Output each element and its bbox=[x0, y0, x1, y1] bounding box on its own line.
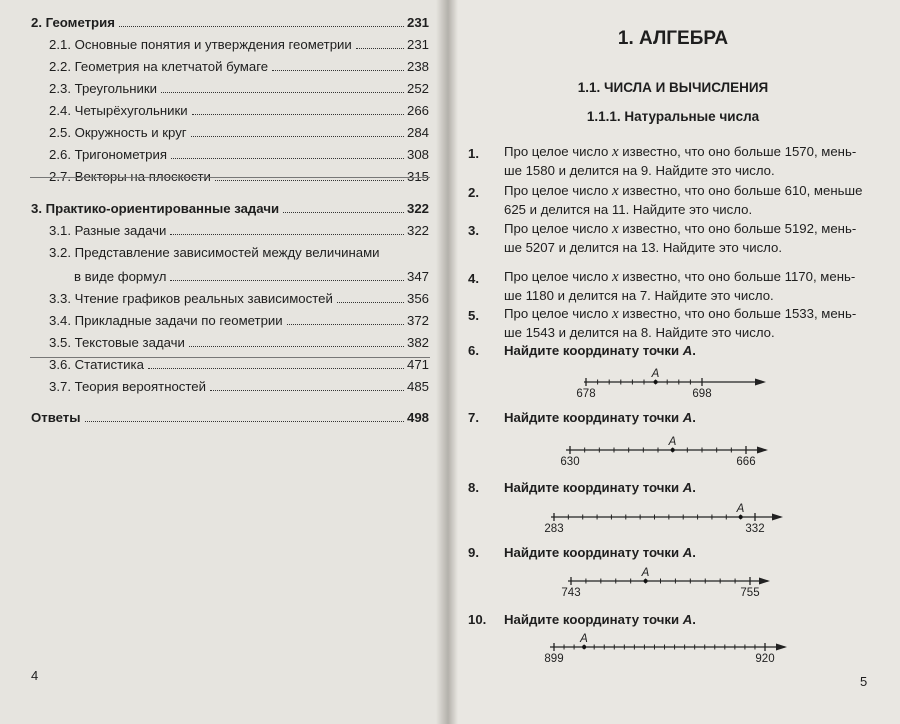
toc-entry bbox=[0, 356, 446, 374]
problem-text-line: Найдите координату точки A. bbox=[504, 410, 696, 425]
arrow-icon bbox=[757, 447, 768, 454]
toc-entry-page: 382 bbox=[406, 335, 429, 350]
problem-number: 1. bbox=[468, 146, 479, 161]
toc-entry-page: 252 bbox=[406, 81, 429, 96]
problem-number: 5. bbox=[468, 308, 479, 323]
chapter-title: 1. АЛГЕБРА bbox=[617, 28, 729, 49]
problem-text-line: ше 1180 и делится на 7. Найдите это число. bbox=[504, 288, 774, 303]
toc-leader-dots bbox=[210, 390, 404, 391]
toc-leader-dots bbox=[85, 421, 404, 422]
toc-entry-page: 485 bbox=[406, 379, 429, 394]
toc-entry-page: 347 bbox=[406, 269, 429, 284]
toc-entry-label: 3. Практико-ориентированные задачи bbox=[31, 201, 280, 216]
problem-number: 7. bbox=[468, 410, 479, 425]
number-line bbox=[561, 567, 770, 599]
toc-entry bbox=[0, 312, 446, 330]
toc-entry-label: 3.6. Статистика bbox=[49, 357, 144, 372]
right-value-label: 698 bbox=[692, 388, 712, 400]
toc-entry bbox=[0, 80, 446, 98]
toc-entry-label: 2.3. Треугольники bbox=[49, 81, 158, 96]
toc-leader-dots bbox=[170, 234, 404, 235]
left-value-label: 678 bbox=[576, 388, 596, 400]
toc-entry-page: 231 bbox=[406, 15, 429, 30]
problem-text-line: Найдите координату точки A. bbox=[504, 480, 696, 495]
toc-entry-page: 471 bbox=[406, 357, 429, 372]
point-a-label: A bbox=[651, 368, 660, 380]
toc-entry-label: 2.5. Окружность и круг bbox=[49, 125, 187, 140]
toc-entry bbox=[0, 409, 446, 427]
number-line bbox=[560, 436, 768, 468]
problem-text-line: 625 и делится на 11. Найдите это число. bbox=[504, 202, 753, 217]
number-line bbox=[576, 368, 766, 400]
problem-number: 4. bbox=[468, 271, 479, 286]
problem-text-line: Про целое число x известно, что оно больше 1170, мень- bbox=[504, 269, 856, 285]
left-page bbox=[0, 0, 446, 724]
toc-entry-page: 498 bbox=[406, 410, 429, 425]
toc-entry bbox=[0, 14, 446, 32]
toc-entry bbox=[0, 378, 446, 396]
arrow-icon bbox=[776, 644, 787, 651]
right-page bbox=[446, 0, 900, 724]
toc-entry bbox=[0, 58, 446, 76]
toc-entry-label: 3.4. Прикладные задачи по геометрии bbox=[49, 313, 283, 328]
toc-entry bbox=[0, 222, 446, 240]
toc-entry-page: 284 bbox=[406, 125, 429, 140]
toc-leader-dots bbox=[337, 302, 404, 303]
toc-entry-page: 308 bbox=[406, 147, 429, 162]
toc-entry-label: 2.4. Четырёхугольники bbox=[49, 103, 188, 118]
section-divider bbox=[30, 357, 430, 358]
problem-number: 9. bbox=[468, 545, 479, 560]
toc-entry bbox=[0, 244, 446, 262]
toc-leader-dots bbox=[272, 70, 404, 71]
problem-text-line: Про целое число x известно, что оно больше 1533, мень- bbox=[504, 306, 857, 322]
number-line bbox=[544, 503, 783, 535]
left-value-label: 899 bbox=[544, 653, 564, 665]
book-spine bbox=[436, 0, 458, 724]
toc-entry-page: 231 bbox=[406, 37, 429, 52]
problem-number: 10. bbox=[468, 612, 487, 627]
point-a-label: A bbox=[668, 436, 677, 448]
problem-text-line: Про целое число x известно, что оно больше 5192, мень- bbox=[504, 221, 857, 237]
problem-text-line: Найдите координату точки A. bbox=[504, 612, 696, 627]
toc-entry-label: 2.2. Геометрия на клетчатой бумаге bbox=[49, 59, 269, 74]
toc-entry-page: 322 bbox=[406, 223, 429, 238]
arrow-icon bbox=[759, 578, 770, 585]
toc-entry-label: Ответы bbox=[31, 410, 81, 425]
toc-entry-label: 3.2. Представление зависимостей между величинами bbox=[49, 245, 380, 260]
right-value-label: 332 bbox=[745, 523, 765, 535]
problem-text-line: Про целое число x известно, что оно больше 610, меньше bbox=[504, 183, 863, 199]
toc-entry bbox=[0, 334, 446, 352]
problem-text-line: Найдите координату точки A. bbox=[504, 343, 696, 358]
point-a-marker bbox=[654, 380, 658, 384]
toc-leader-dots bbox=[215, 180, 404, 181]
point-a-label: A bbox=[641, 567, 650, 579]
toc-entry-label: 3.1. Разные задачи bbox=[49, 223, 167, 238]
toc-entry bbox=[0, 124, 446, 142]
toc-leader-dots bbox=[148, 368, 404, 369]
problem-number: 3. bbox=[468, 223, 479, 238]
problem-number: 8. bbox=[468, 480, 479, 495]
right-value-label: 920 bbox=[755, 653, 775, 665]
toc-leader-dots bbox=[161, 92, 404, 93]
point-a-label: A bbox=[736, 503, 745, 515]
left-value-label: 743 bbox=[561, 587, 581, 599]
problem-text-line: ше 5207 и делится на 13. Найдите это число. bbox=[504, 240, 783, 255]
point-a-marker bbox=[644, 579, 648, 583]
toc-entry-page: 322 bbox=[406, 201, 429, 216]
toc-leader-dots bbox=[283, 212, 404, 213]
toc-entry bbox=[0, 102, 446, 120]
toc-leader-dots bbox=[170, 280, 404, 281]
toc-entry bbox=[0, 200, 446, 218]
problem-text-line: ше 1580 и делится на 9. Найдите это число. bbox=[504, 163, 775, 178]
toc-leader-dots bbox=[189, 346, 404, 347]
toc-entry bbox=[0, 290, 446, 308]
problem-number: 2. bbox=[468, 185, 479, 200]
toc-entry-page: 266 bbox=[406, 103, 429, 118]
toc-leader-dots bbox=[287, 324, 404, 325]
toc-entry-label: 3.5. Текстовые задачи bbox=[49, 335, 185, 350]
toc-entry bbox=[0, 146, 446, 164]
toc-leader-dots bbox=[119, 26, 404, 27]
point-a-label: A bbox=[580, 633, 588, 645]
toc-entry-label: 2.6. Тригонометрия bbox=[49, 147, 167, 162]
problem-text-line: Про целое число x известно, что оно больше 1570, мень- bbox=[504, 144, 857, 160]
toc-entry-label: в виде формул bbox=[74, 269, 167, 284]
subsection-title: 1.1.1. Натуральные числа bbox=[586, 109, 760, 124]
toc-leader-dots bbox=[192, 114, 404, 115]
right-value-label: 755 bbox=[740, 587, 760, 599]
toc-entry-label: 2.7. Векторы на плоскости bbox=[49, 169, 211, 184]
right-page-number: 5 bbox=[860, 674, 868, 689]
point-a-marker bbox=[739, 515, 743, 519]
toc-leader-dots bbox=[171, 158, 404, 159]
toc-entry-label: 3.3. Чтение графиков реальных зависимостей bbox=[49, 291, 333, 306]
section-divider bbox=[30, 177, 430, 178]
problem-text-line: Найдите координату точки A. bbox=[504, 545, 696, 560]
toc-leader-dots bbox=[356, 48, 404, 49]
left-page-number: 4 bbox=[31, 668, 39, 683]
arrow-icon bbox=[772, 514, 783, 521]
toc-entry-page: 372 bbox=[406, 313, 429, 328]
toc-leader-dots bbox=[191, 136, 404, 137]
arrow-icon bbox=[755, 379, 766, 386]
point-a-marker bbox=[582, 645, 586, 649]
left-value-label: 630 bbox=[560, 456, 580, 468]
toc-entry-page: 356 bbox=[406, 291, 429, 306]
number-line bbox=[544, 633, 787, 665]
right-value-label: 666 bbox=[736, 456, 756, 468]
problem-number: 6. bbox=[468, 343, 479, 358]
toc-entry-label: 3.7. Теория вероятностей bbox=[49, 379, 206, 394]
left-value-label: 283 bbox=[544, 523, 564, 535]
problem-text-line: ше 1543 и делится на 8. Найдите это число. bbox=[504, 325, 775, 340]
toc-entry-label: 2. Геометрия bbox=[31, 15, 115, 30]
point-a-marker bbox=[671, 448, 675, 452]
toc-entry-label: 2.1. Основные понятия и утверждения геометрии bbox=[49, 37, 352, 52]
section-title: 1.1. ЧИСЛА И ВЫЧИСЛЕНИЯ bbox=[577, 80, 769, 95]
toc-entry-page: 315 bbox=[406, 169, 429, 184]
toc-entry bbox=[0, 36, 446, 54]
toc-entry bbox=[0, 268, 446, 286]
number-lines bbox=[446, 0, 900, 724]
toc-entry-page: 238 bbox=[406, 59, 429, 74]
